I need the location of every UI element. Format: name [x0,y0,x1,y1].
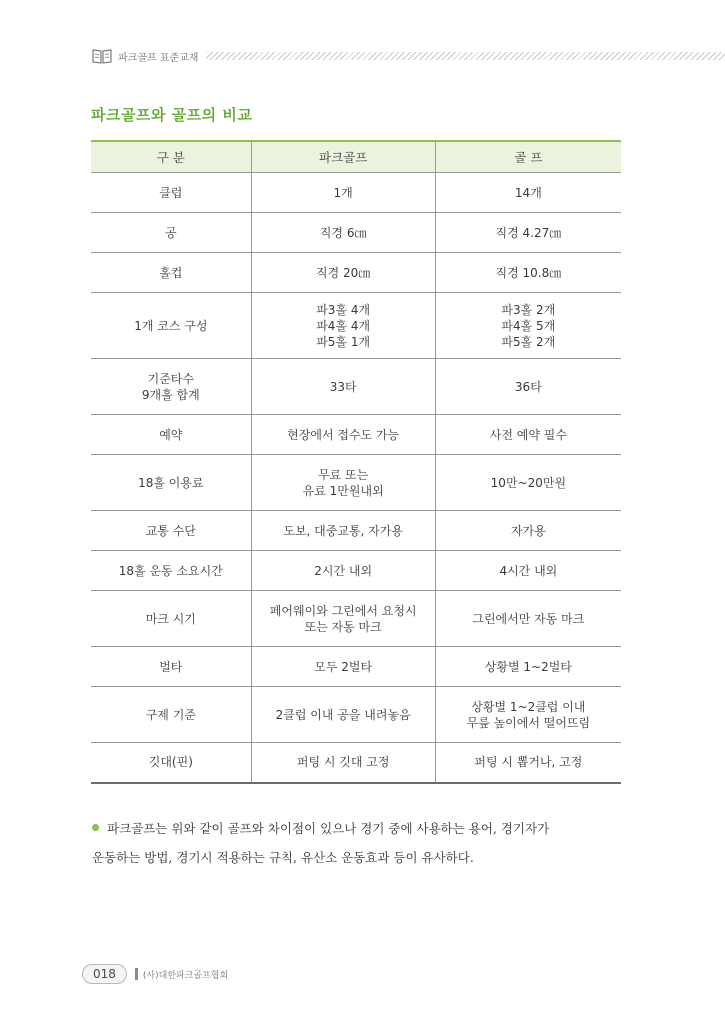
cell-text: 사전 예약 필수 [489,427,567,442]
footer-separator [135,968,138,980]
table-cell-parkgolf [251,647,435,687]
cell-text: 2시간 내외 [314,563,373,578]
table-cell-category [91,253,251,293]
table-row [91,511,621,551]
table-cell-category [91,213,251,253]
cell-text: 파5홀 1개 [316,334,371,349]
table-row [91,293,621,359]
cell-text: 자가용 [510,523,546,538]
cell-text: 33타 [329,379,357,394]
summary-line-1 [92,814,637,843]
table-cell-golf [435,551,621,591]
table-cell-parkgolf [251,591,435,647]
table-cell-parkgolf [251,213,435,253]
summary-paragraph [92,814,637,872]
cell-text: 18홀 이용료 [138,475,204,490]
cell-text: 파3홀 4개 [316,302,371,317]
table-row [91,687,621,743]
table-cell-golf [435,415,621,455]
table-cell-category [91,687,251,743]
cell-text: 4시간 내외 [499,563,558,578]
table-cell-golf [435,293,621,359]
cell-text: 유료 1만원내외 [302,483,384,498]
cell-text: 무릎 높이에서 떨어뜨림 [466,715,591,730]
cell-text: 10만~20만원 [490,475,567,490]
table-cell-category [91,511,251,551]
table-cell-category [91,647,251,687]
table-cell-parkgolf [251,743,435,783]
table-cell-golf [435,213,621,253]
header-divider [206,52,725,60]
summary-text-2: 운동하는 방법, 경기시 적용하는 규칙, 유산소 운동효과 등이 유사하다. [92,850,474,865]
table-cell-category [91,743,251,783]
cell-text: 또는 자동 마크 [304,619,382,634]
cell-text: 퍼팅 시 깃대 고정 [296,755,390,770]
table-header-row [91,141,621,173]
cell-text: 현장에서 접수도 가능 [287,427,400,442]
table-row [91,359,621,415]
header-title: 파크골프 표준교재 [118,52,199,64]
table-body [91,173,621,783]
table-row [91,173,621,213]
summary-line-2 [92,843,637,872]
cell-text: 직경 6㎝ [319,225,367,240]
table-cell-parkgolf [251,359,435,415]
table-cell-golf [435,253,621,293]
cell-text: 직경 20㎝ [316,265,371,280]
cell-text: 14개 [514,185,542,200]
table-cell-category [91,359,251,415]
table-cell-golf [435,455,621,511]
cell-text: 퍼팅 시 뽑거나, 고정 [474,755,583,770]
table-row [91,647,621,687]
cell-text: 벌타 [159,659,183,674]
cell-text: 페어웨이와 그린에서 요청시 [269,603,417,618]
column-header-category: 구 분 [91,141,251,173]
table-row [91,551,621,591]
cell-text: 파5홀 2개 [501,334,556,349]
table-cell-category [91,455,251,511]
cell-text: 기준타수 [147,371,194,386]
table-cell-golf [435,687,621,743]
footer-organization: (사)대한파크골프협회 [142,970,229,981]
cell-text: 18홀 운동 소요시간 [118,563,223,578]
table-cell-parkgolf [251,415,435,455]
column-header-golf: 골 프 [435,141,621,173]
cell-text: 1개 [333,185,353,200]
cell-text: 무료 또는 [318,467,369,482]
cell-text: 마크 시기 [145,611,196,626]
cell-text: 그린에서만 자동 마크 [472,611,585,626]
cell-text: 구제 기준 [145,707,196,722]
cell-text: 2클럽 이내 공을 내려놓음 [275,707,411,722]
cell-text: 직경 4.27㎝ [495,225,562,240]
bullet-dot-icon [92,824,99,831]
table-cell-parkgolf [251,511,435,551]
cell-text: 모두 2벌타 [314,659,373,674]
cell-text: 상황별 1~2클럽 이내 [471,699,586,714]
cell-text: 1개 코스 구성 [134,318,208,333]
cell-text: 교통 수단 [145,523,196,538]
table-row [91,591,621,647]
table-cell-category [91,415,251,455]
table-cell-golf [435,647,621,687]
cell-text: 상황별 1~2벌타 [484,659,572,674]
table-cell-parkgolf [251,253,435,293]
table-cell-golf [435,591,621,647]
cell-text: 9개홀 합계 [141,387,200,402]
table-row [91,213,621,253]
table-cell-category [91,173,251,213]
open-book-icon [92,48,112,64]
comparison-table [91,140,621,784]
cell-text: 예약 [159,427,183,442]
table-cell-golf [435,743,621,783]
table-row [91,415,621,455]
cell-text: 파3홀 2개 [501,302,556,317]
table-cell-category [91,551,251,591]
table-cell-parkgolf [251,455,435,511]
table-cell-category [91,591,251,647]
table-cell-parkgolf [251,173,435,213]
cell-text: 파4홀 5개 [501,318,556,333]
cell-text: 도보, 대중교통, 자가용 [283,523,403,538]
table-cell-parkgolf [251,551,435,591]
table-row [91,455,621,511]
table-row [91,253,621,293]
table-cell-parkgolf [251,687,435,743]
table-cell-parkgolf [251,293,435,359]
table-cell-category [91,293,251,359]
cell-text: 깃대(핀) [148,755,193,770]
summary-text-1: 파크골프는 위와 같이 골프와 차이점이 있으나 경기 중에 사용하는 용어, 경기자가 [107,821,550,836]
cell-text: 공 [165,225,177,240]
column-header-parkgolf: 파크골프 [251,141,435,173]
cell-text: 홀컵 [159,265,183,280]
table-cell-golf [435,511,621,551]
cell-text: 파4홀 4개 [316,318,371,333]
table-cell-golf [435,359,621,415]
cell-text: 직경 10.8㎝ [495,265,562,280]
cell-text: 클럽 [159,185,183,200]
page-number: 018 [82,964,127,984]
table-row [91,743,621,783]
section-title: 파크골프와 골프의 비교 [91,106,253,124]
cell-text: 36타 [514,379,542,394]
table-cell-golf [435,173,621,213]
running-header [92,44,725,68]
page-footer [82,962,228,986]
